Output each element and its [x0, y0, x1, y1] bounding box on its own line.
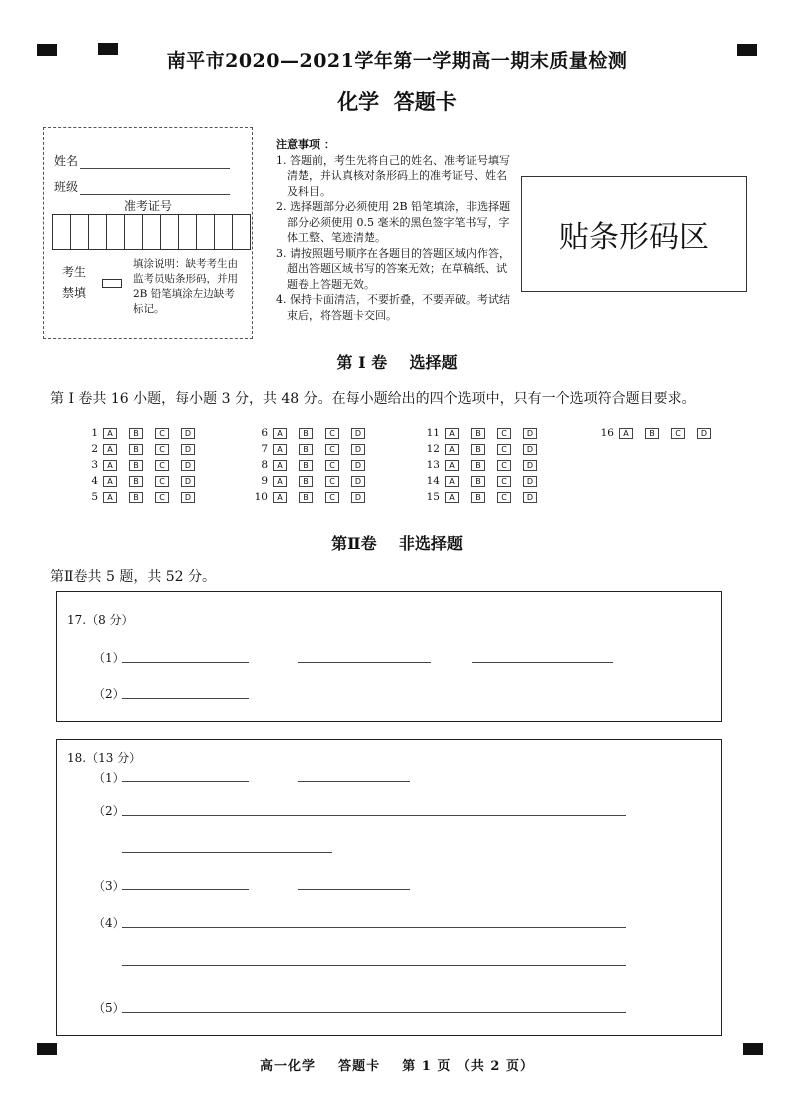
- question-number: 15: [426, 491, 440, 503]
- choice-column: [252, 425, 377, 505]
- name-field[interactable]: [54, 152, 230, 169]
- exam-id-cell[interactable]: [215, 215, 233, 249]
- question-number: 4: [91, 475, 98, 487]
- q17-part2-label: （2）: [93, 687, 125, 701]
- section2-title: 第Ⅱ卷 非选择题: [331, 534, 463, 553]
- q18-title: 18.（13 分）: [67, 751, 142, 765]
- option-bubble[interactable]: A: [445, 428, 459, 439]
- option-bubble[interactable]: D: [523, 492, 537, 503]
- question-number: 11: [426, 427, 440, 439]
- option-bubble[interactable]: B: [129, 476, 143, 487]
- question-number: 12: [426, 443, 440, 455]
- absent-label-line2: 禁填: [62, 286, 87, 300]
- option-bubble[interactable]: A: [273, 476, 287, 487]
- absent-label-line1: 考生: [62, 265, 87, 279]
- option-bubble[interactable]: D: [181, 492, 195, 503]
- exam-id-cell[interactable]: [125, 215, 143, 249]
- choice-row: [424, 489, 549, 505]
- option-bubble[interactable]: A: [273, 460, 287, 471]
- exam-id-grid[interactable]: [52, 214, 251, 250]
- option-bubble[interactable]: D: [181, 428, 195, 439]
- option-bubble[interactable]: C: [325, 460, 339, 471]
- choice-row: [424, 473, 549, 489]
- notice-item: 3. 请按照题号顺序在各题目的答题区域内作答，超出答题区域书写的答案无效；在草稿纸、试题卷上答题无效。: [276, 246, 510, 291]
- notice-item: 1. 答题前，考生先将自己的姓名、准考证号填写清楚，并认真核对条形码上的准考证号、姓名及科目。: [276, 153, 510, 198]
- exam-id-cell[interactable]: [143, 215, 161, 249]
- choice-column: [82, 425, 207, 505]
- choice-column: [424, 425, 549, 505]
- q17-part1-blank-b[interactable]: [298, 662, 431, 663]
- exam-id-label: 准考证号: [123, 199, 172, 213]
- option-bubble[interactable]: C: [671, 428, 685, 439]
- option-bubble[interactable]: A: [103, 460, 117, 471]
- notice-item: 2. 选择题部分必须使用 2B 铅笔填涂，非选择题部分必须使用 0.5 毫米的黑色签字笔书写，字体工整、笔迹清楚。: [276, 200, 511, 244]
- section1-desc: 第 I 卷共 16 小题，每小题 3 分，共 48 分。在每小题给出的四个选项中，只有一个选项符合题目要求。: [50, 391, 696, 407]
- q18-part1-blank-b[interactable]: [298, 781, 410, 782]
- option-bubble[interactable]: B: [299, 476, 313, 487]
- barcode-area: [521, 176, 747, 292]
- question-number: 5: [91, 491, 98, 503]
- q18-part2-blank-line1[interactable]: [122, 815, 626, 816]
- option-bubble[interactable]: B: [129, 492, 143, 503]
- question-number: 3: [91, 459, 98, 471]
- option-bubble[interactable]: B: [471, 428, 485, 439]
- option-bubble[interactable]: C: [155, 476, 169, 487]
- page-footer: 高一化学 答题卡 第 1 页 （共 2 页）: [260, 1059, 534, 1074]
- q17-title: 17.（8 分）: [67, 613, 134, 627]
- option-bubble[interactable]: C: [325, 492, 339, 503]
- class-label: 班级: [54, 180, 79, 194]
- absent-note: 填涂说明：缺考考生由监考员贴条形码，并用 2B 铅笔填涂左边缺考标记。: [133, 258, 238, 315]
- option-bubble[interactable]: D: [181, 460, 195, 471]
- option-bubble[interactable]: A: [445, 476, 459, 487]
- option-bubble[interactable]: A: [619, 428, 633, 439]
- option-bubble[interactable]: C: [155, 428, 169, 439]
- choice-row: [252, 489, 377, 505]
- q17-part1-label: （1）: [93, 651, 125, 665]
- choice-row: [598, 425, 723, 441]
- option-bubble[interactable]: A: [273, 444, 287, 455]
- option-bubble[interactable]: B: [471, 460, 485, 471]
- option-bubble[interactable]: B: [471, 444, 485, 455]
- option-bubble[interactable]: B: [471, 492, 485, 503]
- option-bubble[interactable]: C: [155, 492, 169, 503]
- absent-mark-box[interactable]: [102, 279, 122, 288]
- option-bubble[interactable]: D: [181, 476, 195, 487]
- option-bubble[interactable]: D: [351, 460, 365, 471]
- question-number: 2: [91, 443, 98, 455]
- exam-id-cell[interactable]: [71, 215, 89, 249]
- choice-row: [82, 441, 207, 457]
- class-line[interactable]: [80, 182, 230, 195]
- option-bubble[interactable]: C: [155, 444, 169, 455]
- option-bubble[interactable]: D: [351, 476, 365, 487]
- choice-row: [424, 457, 549, 473]
- option-bubble[interactable]: D: [523, 428, 537, 439]
- option-bubble[interactable]: B: [129, 444, 143, 455]
- option-bubble[interactable]: B: [471, 476, 485, 487]
- option-bubble[interactable]: A: [445, 492, 459, 503]
- exam-title: 南平市2020—2021学年第一学期高一期末质量检测: [166, 50, 628, 72]
- choice-column: [598, 425, 723, 441]
- section2-desc: 第Ⅱ卷共 5 题，共 52 分。: [50, 569, 217, 585]
- question-number: 1: [91, 427, 98, 439]
- q18-part3-blank-a[interactable]: [122, 889, 249, 890]
- q18-part3-label: （3）: [93, 879, 125, 893]
- q18-part2-label: （2）: [93, 804, 125, 818]
- option-bubble[interactable]: C: [497, 476, 511, 487]
- option-bubble[interactable]: B: [299, 460, 313, 471]
- option-bubble[interactable]: A: [103, 476, 117, 487]
- question-number: 10: [254, 491, 268, 503]
- option-bubble[interactable]: A: [273, 428, 287, 439]
- option-bubble[interactable]: B: [299, 428, 313, 439]
- exam-id-cell[interactable]: [107, 215, 125, 249]
- question-number: 16: [600, 427, 614, 439]
- exam-id-cell[interactable]: [161, 215, 179, 249]
- option-bubble[interactable]: B: [299, 444, 313, 455]
- q17-answer-box: [56, 591, 722, 722]
- choice-row: [252, 441, 377, 457]
- q17-part2-blank[interactable]: [122, 698, 249, 699]
- notice-heading: 注意事项 ：: [276, 138, 335, 151]
- option-bubble[interactable]: C: [497, 460, 511, 471]
- option-bubble[interactable]: D: [351, 444, 365, 455]
- choice-row: [424, 441, 549, 457]
- q18-part4-label: （4）: [93, 916, 125, 930]
- option-bubble[interactable]: A: [103, 492, 117, 503]
- option-bubble[interactable]: B: [645, 428, 659, 439]
- card-subtitle: 化学 答题卡: [337, 89, 457, 114]
- option-bubble[interactable]: D: [697, 428, 711, 439]
- q18-part2-blank-line2[interactable]: [122, 852, 332, 853]
- q17-part1-blank-a[interactable]: [122, 662, 249, 663]
- question-number: 7: [261, 443, 268, 455]
- question-number: 6: [261, 427, 268, 439]
- choice-row: [252, 457, 377, 473]
- exam-id-cell[interactable]: [53, 215, 71, 249]
- absent-label: [62, 262, 86, 304]
- name-label: 姓名: [54, 154, 79, 168]
- option-bubble[interactable]: C: [497, 492, 511, 503]
- exam-id-cell[interactable]: [197, 215, 215, 249]
- option-bubble[interactable]: D: [523, 444, 537, 455]
- q18-part5-label: （5）: [93, 1001, 125, 1015]
- notice-panel: [276, 137, 516, 323]
- choice-row: [82, 457, 207, 473]
- option-bubble[interactable]: C: [325, 428, 339, 439]
- question-number: 13: [426, 459, 440, 471]
- q18-answer-box: [56, 739, 722, 1036]
- option-bubble[interactable]: B: [129, 460, 143, 471]
- registration-mark-bottom-left: [37, 1043, 57, 1055]
- option-bubble[interactable]: B: [299, 492, 313, 503]
- option-bubble[interactable]: C: [497, 444, 511, 455]
- barcode-label: 贴条形码区: [559, 220, 709, 255]
- class-field[interactable]: [54, 178, 230, 195]
- q18-part4-blank-line1[interactable]: [122, 927, 626, 928]
- registration-mark-bottom-right: [743, 1043, 763, 1055]
- choice-row: [252, 473, 377, 489]
- section1-title: 第 I 卷 选择题: [336, 353, 458, 372]
- option-bubble[interactable]: D: [351, 428, 365, 439]
- option-bubble[interactable]: A: [445, 444, 459, 455]
- question-number: 8: [261, 459, 268, 471]
- option-bubble[interactable]: A: [273, 492, 287, 503]
- option-bubble[interactable]: C: [497, 428, 511, 439]
- option-bubble[interactable]: D: [351, 492, 365, 503]
- question-number: 9: [261, 475, 268, 487]
- student-info-box: [43, 127, 253, 339]
- q18-part1-blank-a[interactable]: [122, 781, 249, 782]
- q18-part3-blank-b[interactable]: [298, 889, 410, 890]
- option-bubble[interactable]: A: [103, 428, 117, 439]
- q18-part1-label: （1）: [93, 771, 125, 785]
- choice-row: [82, 473, 207, 489]
- option-bubble[interactable]: D: [181, 444, 195, 455]
- option-bubble[interactable]: A: [445, 460, 459, 471]
- q18-part4-blank-line2[interactable]: [122, 965, 626, 966]
- option-bubble[interactable]: C: [155, 460, 169, 471]
- option-bubble[interactable]: A: [103, 444, 117, 455]
- option-bubble[interactable]: C: [325, 444, 339, 455]
- exam-id-cell[interactable]: [89, 215, 107, 249]
- q17-part1-blank-c[interactable]: [472, 662, 613, 663]
- q18-part5-blank[interactable]: [122, 1012, 626, 1013]
- choice-row: [82, 425, 207, 441]
- option-bubble[interactable]: C: [325, 476, 339, 487]
- exam-id-cell[interactable]: [233, 215, 250, 249]
- choice-row: [82, 489, 207, 505]
- choice-row: [252, 425, 377, 441]
- option-bubble[interactable]: D: [523, 476, 537, 487]
- exam-id-cell[interactable]: [179, 215, 197, 249]
- option-bubble[interactable]: D: [523, 460, 537, 471]
- question-number: 14: [426, 475, 440, 487]
- option-bubble[interactable]: B: [129, 428, 143, 439]
- choice-row: [424, 425, 549, 441]
- notice-item: 4. 保持卡面清洁，不要折叠，不要弄破。考试结束后，将答题卡交回。: [276, 293, 510, 322]
- name-line[interactable]: [80, 156, 230, 169]
